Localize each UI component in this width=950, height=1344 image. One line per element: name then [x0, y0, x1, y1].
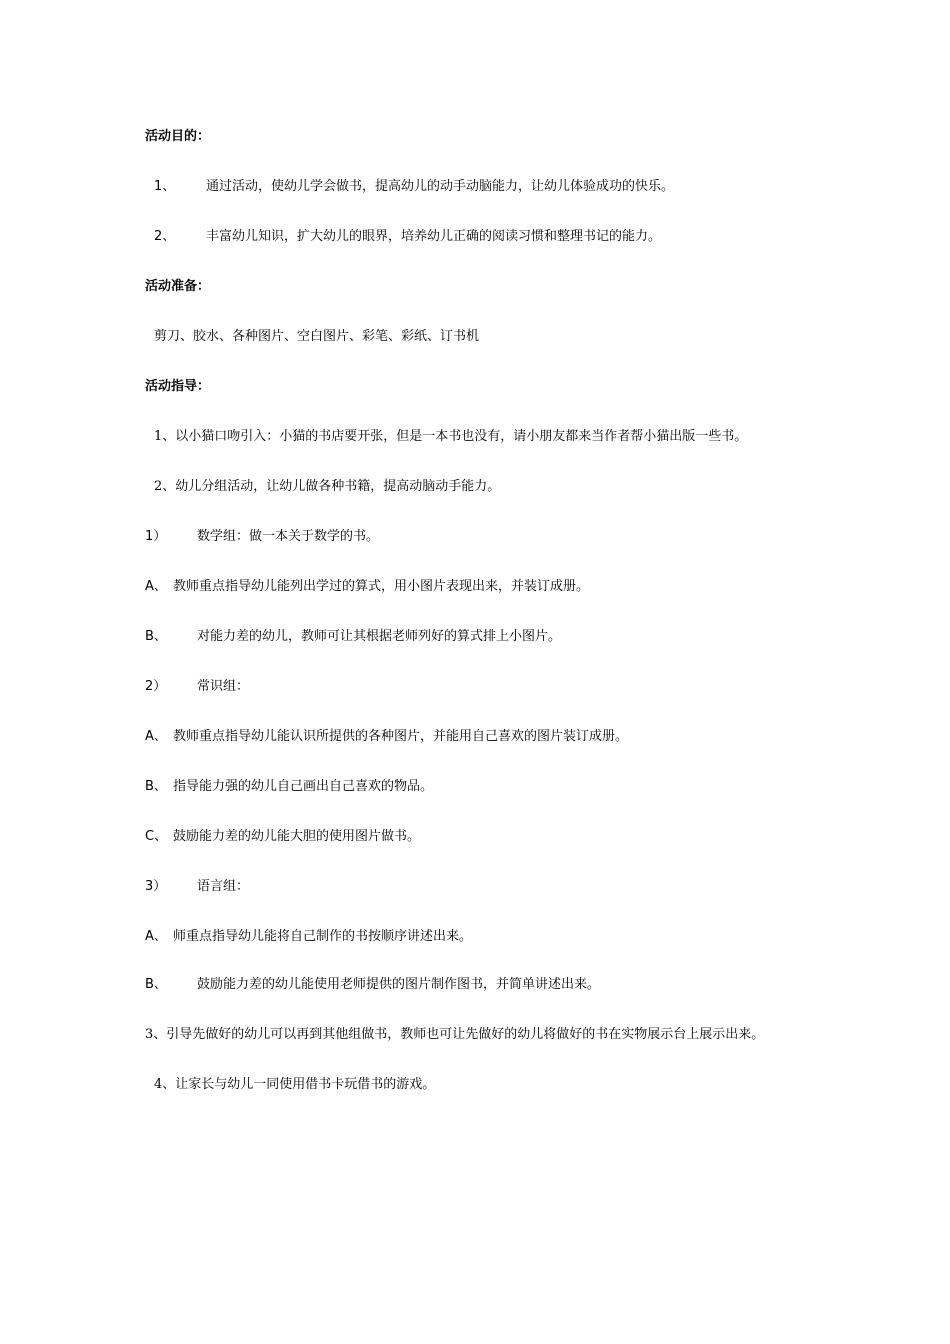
language-group: [145, 878, 249, 896]
guidance-step-4: 4、让家长与幼儿一同使用借书卡玩借书的游戏。: [154, 1077, 436, 1092]
knowledge-group-item-b: [145, 778, 433, 796]
math-group-item-a: [145, 578, 589, 596]
knowledge-group-item-a: [145, 728, 628, 746]
purpose-item-1-text: 通过活动，使幼儿学会做书，提高幼儿的动手动脑能力，让幼儿体验成功的快乐。: [206, 179, 675, 194]
guidance-step-1: 1、以小猫口吻引入：小猫的书店要开张，但是一本书也没有，请小朋友都来当作者帮小猫出版一些书。: [154, 429, 748, 444]
math-group-item-b-label: B、: [145, 629, 167, 644]
language-group-item-a-text: 师重点指导幼儿能将自己制作的书按顺序讲述出来。: [173, 929, 473, 944]
math-group-number: 1）: [145, 529, 167, 544]
knowledge-group-item-c-label: C、: [145, 829, 168, 844]
knowledge-group-item-c-text: 鼓励能力差的幼儿能大胆的使用图片做书。: [173, 829, 421, 844]
purpose-item-2-text: 丰富幼儿知识，扩大幼儿的眼界，培养幼儿正确的阅读习惯和整理书记的能力。: [206, 229, 662, 244]
language-group-title: 语言组：: [197, 879, 250, 894]
purpose-item-1: [154, 178, 674, 196]
knowledge-group-title: 常识组：: [197, 679, 250, 694]
language-group-item-b-text: 鼓励能力差的幼儿能使用老师提供的图片制作图书，并简单讲述出来。: [197, 977, 601, 992]
math-group-title: 数学组：做一本关于数学的书。: [197, 529, 380, 544]
guidance-heading: 活动指导：: [145, 379, 211, 394]
preparation-heading: 活动准备：: [145, 279, 211, 294]
purpose-item-1-number: 1、: [154, 179, 176, 194]
purpose-item-2: [154, 228, 661, 246]
guidance-step-2: 2、幼儿分组活动，让幼儿做各种书籍，提高动脑动手能力。: [154, 479, 501, 494]
math-group-item-b: [145, 628, 561, 646]
knowledge-group-number: 2）: [145, 679, 167, 694]
knowledge-group-item-b-text: 指导能力强的幼儿自己画出自己喜欢的物品。: [173, 779, 434, 794]
knowledge-group-item-a-text: 教师重点指导幼儿能认识所提供的各种图片，并能用自己喜欢的图片装订成册。: [173, 729, 629, 744]
language-group-number: 3）: [145, 879, 167, 894]
knowledge-group-item-a-label: A、: [145, 729, 167, 744]
language-group-item-a-label: A、: [145, 929, 167, 944]
language-group-item-b: [145, 976, 600, 994]
math-group-item-b-text: 对能力差的幼儿，教师可让其根据老师列好的算式排上小图片。: [197, 629, 562, 644]
purpose-heading: 活动目的：: [145, 129, 211, 144]
math-group-item-a-text: 教师重点指导幼儿能列出学过的算式，用小图片表现出来，并装订成册。: [173, 579, 590, 594]
language-group-item-b-label: B、: [145, 977, 167, 992]
math-group: [145, 528, 379, 546]
purpose-item-2-number: 2、: [154, 229, 176, 244]
knowledge-group-item-c: [145, 828, 420, 846]
math-group-item-a-label: A、: [145, 579, 167, 594]
language-group-item-a: [145, 928, 472, 946]
knowledge-group: [145, 678, 249, 696]
preparation-materials: 剪刀、胶水、各种图片、空白图片、彩笔、彩纸、订书机: [154, 329, 480, 344]
guidance-step-3: 3、引导先做好的幼儿可以再到其他组做书，教师也可让先做好的幼儿将做好的书在实物展示台上展示出来。: [145, 1027, 765, 1042]
knowledge-group-item-b-label: B、: [145, 779, 167, 794]
